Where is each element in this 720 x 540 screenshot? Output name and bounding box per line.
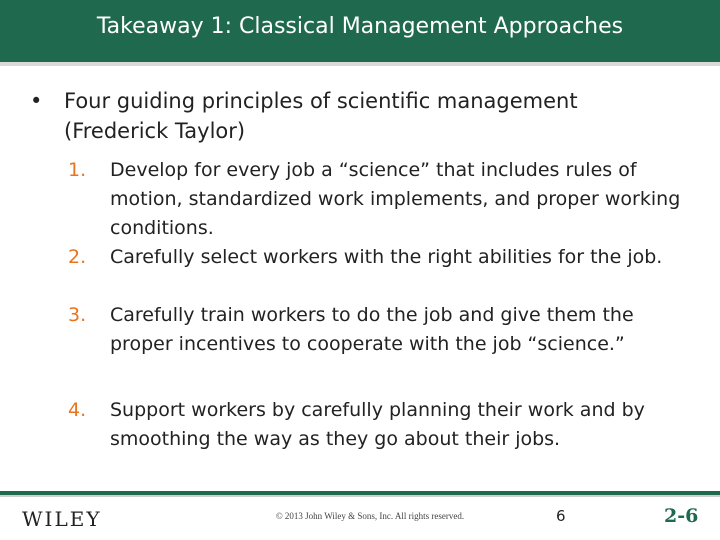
item-text: Support workers by carefully planning their work and by smoothing the way as they go about their jobs. xyxy=(110,399,645,450)
bullet-marker: • xyxy=(30,89,43,113)
item-number: 3. xyxy=(68,304,87,326)
slide-code: 2-6 xyxy=(664,505,699,527)
slide-title: Takeaway 1: Classical Management Approaches xyxy=(96,14,624,39)
page-number: 6 xyxy=(556,507,566,525)
item-number: 2. xyxy=(68,246,87,268)
item-number: 1. xyxy=(68,159,87,181)
item-text: Carefully train workers to do the job and give them the proper incentives to cooperate with the job “science.” xyxy=(110,304,634,355)
item-text: Develop for every job a “science” that includes rules of motion, standardized work implements, and proper working conditions. xyxy=(110,159,681,239)
wiley-logo: WILEY xyxy=(22,507,102,531)
copyright-notice: © 2013 John Wiley & Sons, Inc. All rights reserved. xyxy=(275,511,465,521)
item-number: 4. xyxy=(68,399,87,421)
slide-footer xyxy=(0,497,720,540)
main-bullet-text: Four guiding principles of scientific management (Frederick Taylor) xyxy=(64,89,578,143)
item-text: Carefully select workers with the right abilities for the job. xyxy=(110,246,663,268)
